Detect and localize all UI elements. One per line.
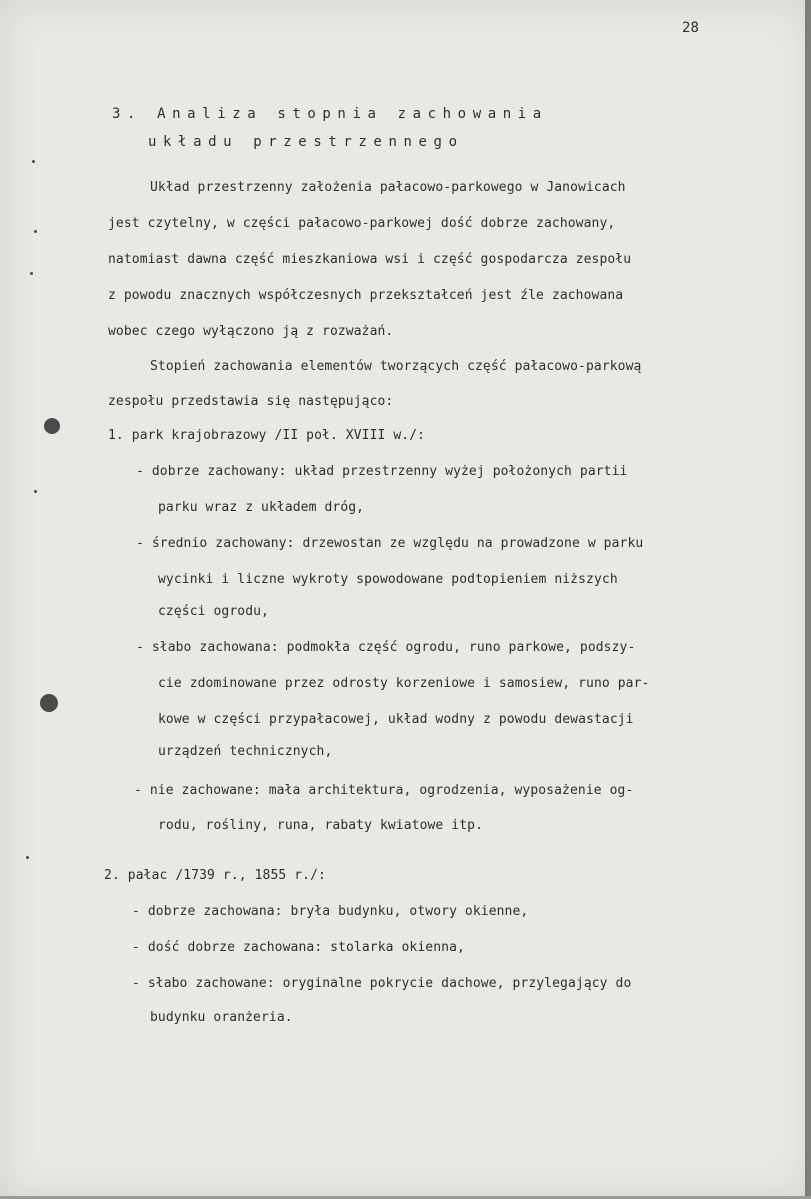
page-number: 28 — [682, 20, 700, 36]
punch-hole-mark — [40, 694, 58, 712]
list-item-title: 1. park krajobrazowy /II poł. XVIII w./: — [108, 428, 426, 443]
list-item: - dobrze zachowany: układ przestrzenny wyżej położonych partii — [136, 464, 628, 479]
list-item: wycinki i liczne wykroty spowodowane podtopieniem niższych — [158, 572, 618, 587]
list-item: urządzeń technicznych, — [158, 744, 333, 759]
speck-mark — [32, 160, 35, 163]
speck-mark — [26, 856, 29, 859]
list-item: cie zdominowane przez odrosty korzeniowe i samosiew, runo par- — [158, 676, 650, 691]
list-item: - słabo zachowana: podmokła część ogrodu, runo parkowe, podszy- — [136, 640, 636, 655]
intro-line: Układ przestrzenny założenia pałacowo-parkowego w Janowicach — [150, 180, 626, 195]
section-heading-line-1: 3. Analiza stopnia zachowania — [112, 106, 548, 122]
speck-mark — [30, 272, 33, 275]
speck-mark — [34, 230, 37, 233]
list-item: budynku oranżeria. — [150, 1010, 293, 1025]
list-item: kowe w części przypałacowej, układ wodny z powodu dewastacji — [158, 712, 634, 727]
list-item: - nie zachowane: mała architektura, ogrodzenia, wyposażenie og- — [134, 783, 634, 798]
list-item-title: 2. pałac /1739 r., 1855 r./: — [104, 868, 326, 883]
intro-line: wobec czego wyłączono ją z rozważań. — [108, 324, 394, 339]
list-item: rodu, rośliny, runa, rabaty kwiatowe itp. — [158, 818, 483, 833]
list-item: - słabo zachowane: oryginalne pokrycie dachowe, przylegający do — [132, 976, 632, 991]
list-item: - dość dobrze zachowana: stolarka okienna, — [132, 940, 465, 955]
speck-mark — [34, 490, 37, 493]
lead-line: Stopień zachowania elementów tworzących część pałacowo-parkową — [150, 359, 642, 374]
intro-line: jest czytelny, w części pałacowo-parkowej dość dobrze zachowany, — [108, 216, 616, 231]
list-item: części ogrodu, — [158, 604, 269, 619]
punch-hole-mark — [44, 418, 60, 434]
intro-line: natomiast dawna część mieszkaniowa wsi i część gospodarcza zespołu — [108, 252, 632, 267]
lead-line: zespołu przedstawia się następująco: — [108, 394, 394, 409]
intro-line: z powodu znacznych współczesnych przekształceń jest źle zachowana — [108, 288, 624, 303]
list-item: - średnio zachowany: drzewostan ze względu na prowadzone w parku — [136, 536, 644, 551]
list-item: parku wraz z układem dróg, — [158, 500, 365, 515]
page-edge-shadow — [805, 0, 811, 1199]
section-heading-line-2: układu przestrzennego — [148, 134, 464, 150]
list-item: - dobrze zachowana: bryła budynku, otwory okienne, — [132, 904, 529, 919]
